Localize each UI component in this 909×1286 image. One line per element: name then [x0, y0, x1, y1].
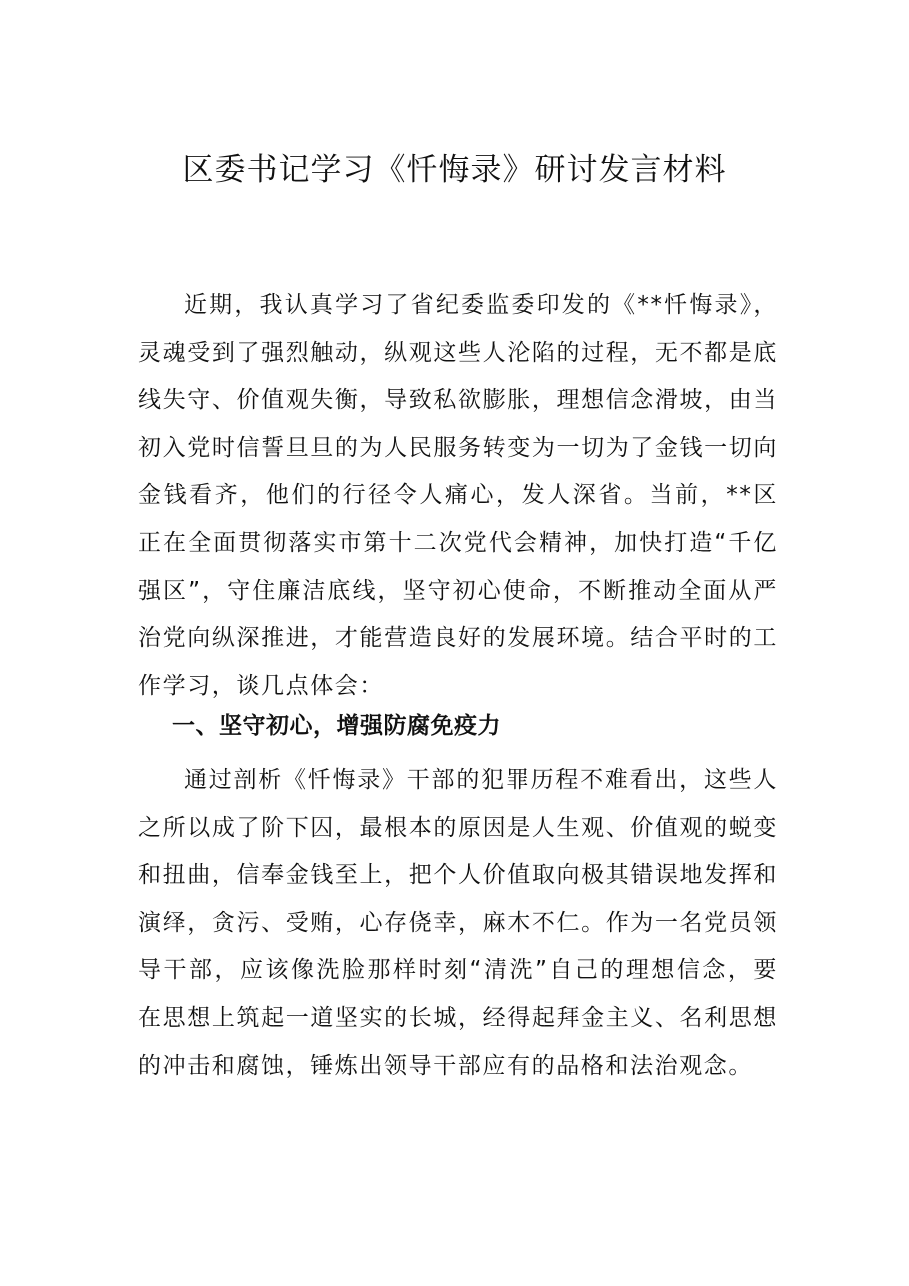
- section-heading-1: 一、坚守初心，增强防腐免疫力: [172, 713, 501, 739]
- section-1-paragraph: 通过剖析《忏悔录》干部的犯罪历程不难看出，这些人之所以成了阶下囚，最根本的原因是人生观、价值观的蜕变和扭曲，信奉金钱至上，把个人价值取向极其错误地发挥和演绎，贪污、受贿，心存侥幸，麻木不仁。作为一名党员领导干部，应该像洗脸那样时刻“清洗”自己的理想信念，要在思想上筑起一道坚实的长城，经得起拜金主义、名利思想的冲击和腐蚀，锤炼出领导干部应有的品格和法治观念。: [138, 767, 778, 1079]
- document-title: 区委书记学习《忏悔录》研讨发言材料: [182, 152, 727, 188]
- intro-paragraph: 近期，我认真学习了省纪委监委印发的《**忏悔录》，灵魂受到了强烈触动，纵观这些人沦陷的过程，无不都是底线失守、价值观失衡，导致私欲膨胀，理想信念滑坡，由当初入党时信誓旦旦的为人民服务转变为一切为了金钱一切向金钱看齐，他们的行径令人痛心，发人深省。当前，**区正在全面贯彻落实市第十二次党代会精神，加快打造“千亿强区”，守住廉洁底线，坚守初心使命，不断推动全面从严治党向纵深推进，才能营造良好的发展环境。结合平时的工作学习，谈几点体会：: [138, 292, 778, 699]
